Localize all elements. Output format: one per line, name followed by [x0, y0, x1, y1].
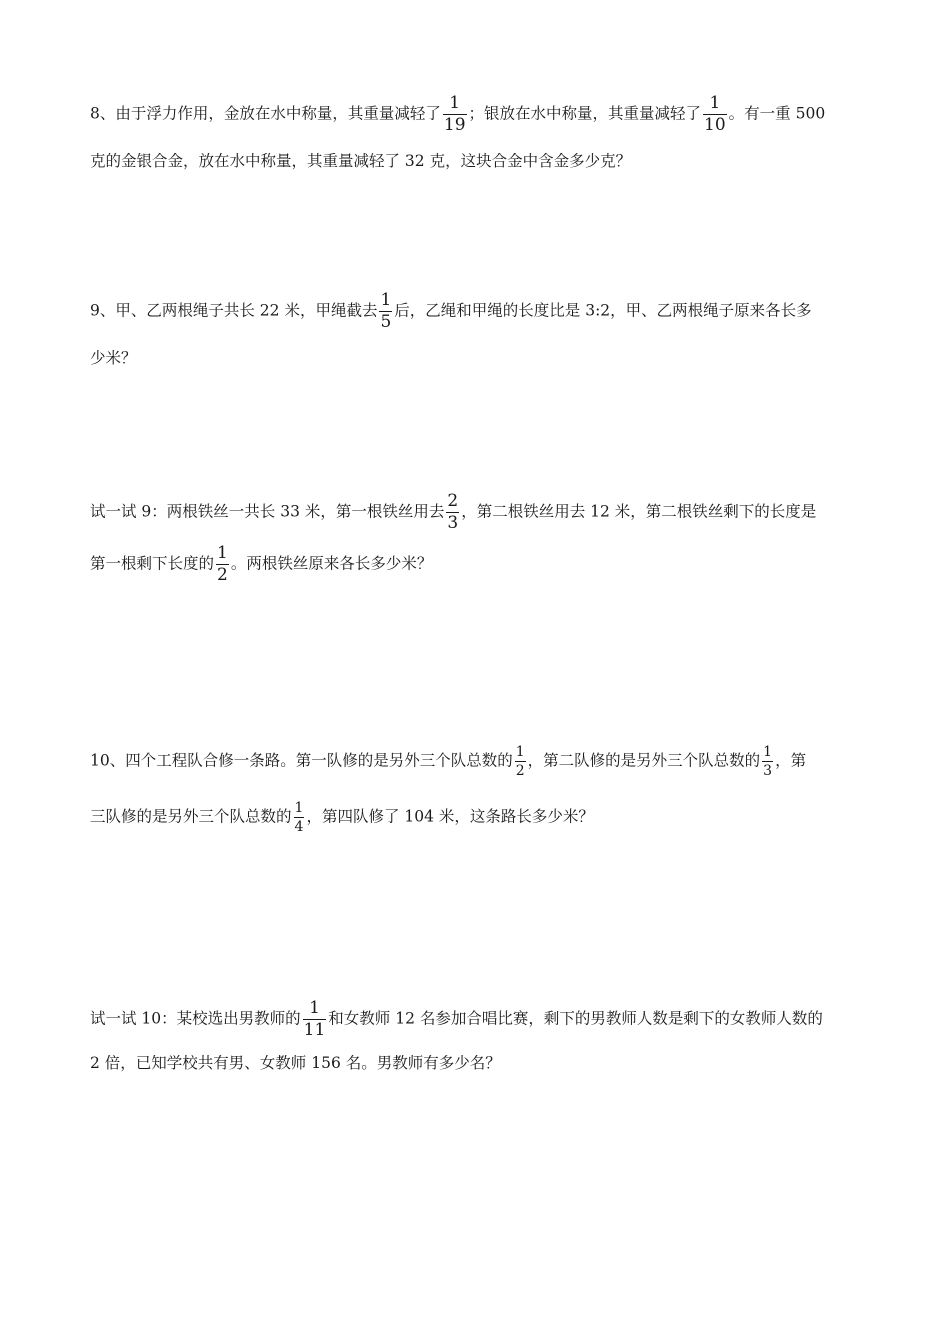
problem-9-line-1: [90, 292, 812, 331]
fraction-denominator: 19: [443, 115, 466, 135]
fraction-numerator: 1: [380, 290, 392, 310]
fraction-denominator: 10: [704, 115, 726, 135]
try-10-text-b: 和女教师 12 名参加合唱比赛，剩下的男教师人数是剩下的女教师人数的: [328, 1009, 823, 1028]
fraction-bar: [762, 761, 773, 762]
fraction-denominator: 2: [515, 763, 525, 779]
problem-9-line-2: 少米？: [90, 349, 137, 367]
problem-8-text-a: 8、由于浮力作用，金放在水中称量，其重量减轻了: [90, 104, 441, 123]
try-9-text-d: 。两根铁丝原来各长多少米？: [230, 554, 433, 573]
fraction-1-19: [443, 95, 467, 134]
problem-10-text-a: 10、四个工程队合修一条路。第一队修的是另外三个队总数的: [90, 751, 513, 770]
fraction-1-5: [379, 292, 392, 331]
fraction-numerator: 2: [447, 491, 459, 511]
fraction-denominator: 2: [217, 565, 228, 585]
problem-9-text-a: 9、甲、乙两根绳子共长 22 米，甲绳截去: [90, 301, 378, 320]
try-10-text-a: 试一试 10：某校选出男教师的: [90, 1009, 301, 1028]
fraction-numerator: 1: [709, 93, 721, 113]
fraction-denominator: 11: [303, 1020, 326, 1040]
fraction-bar: [294, 817, 305, 818]
problem-8-text-b: ；银放在水中称量，其重量减轻了: [468, 104, 702, 123]
try-10-line-2: 2 倍，已知学校共有男、女教师 156 名。男教师有多少名？: [90, 1054, 501, 1072]
problem-10-text-d: 三队修的是另外三个队总数的: [90, 807, 292, 826]
fraction-numerator: 1: [515, 744, 525, 760]
fraction-bar: [515, 761, 526, 762]
try-9-line-1: [90, 493, 816, 532]
try-9-text-b: ，第二根铁丝用去 12 米，第二根铁丝剩下的长度是: [461, 502, 817, 521]
try-10-line-1: [90, 1000, 823, 1039]
fraction-numerator: 1: [217, 543, 228, 563]
problem-8-line-1: [90, 95, 825, 134]
fraction-numerator: 1: [763, 744, 773, 760]
fraction-numerator: 1: [294, 800, 304, 816]
fraction-1-2: [515, 745, 526, 778]
fraction-denominator: 5: [380, 312, 392, 332]
problem-8-line-2: 克的金银合金，放在水中称量，其重量减轻了 32 克，这块合金中含金多少克？: [90, 152, 632, 170]
fraction-1-2: [216, 545, 229, 584]
fraction-denominator: 3: [447, 513, 459, 533]
fraction-numerator: 1: [449, 93, 461, 113]
fraction-numerator: 1: [309, 998, 320, 1018]
fraction-denominator: 3: [763, 763, 773, 779]
try-9-text-c: 第一根剩下长度的: [90, 554, 215, 573]
problem-9-text-b: 后，乙绳和甲绳的长度比是 3:2，甲、乙两根绳子原来各长多: [394, 301, 812, 320]
fraction-1-4: [294, 801, 305, 834]
try-9-text-a: 试一试 9：两根铁丝一共长 33 米，第一根铁丝用去: [90, 502, 445, 521]
fraction-2-3: [446, 493, 459, 532]
problem-10-line-1: [90, 745, 806, 778]
fraction-1-3: [762, 745, 773, 778]
problem-10-line-2: [90, 801, 594, 834]
problem-10-text-c: ，第: [775, 751, 807, 770]
problem-10-text-e: ，第四队修了 104 米，这条路长多少米？: [306, 807, 594, 826]
problem-10-text-b: ，第二队修的是另外三个队总数的: [527, 751, 761, 770]
problem-8-text-c: 。有一重 500: [728, 104, 826, 123]
try-9-line-2: [90, 545, 432, 584]
fraction-denominator: 4: [294, 819, 304, 835]
fraction-1-11: [303, 1000, 327, 1039]
fraction-1-10: [703, 95, 727, 134]
